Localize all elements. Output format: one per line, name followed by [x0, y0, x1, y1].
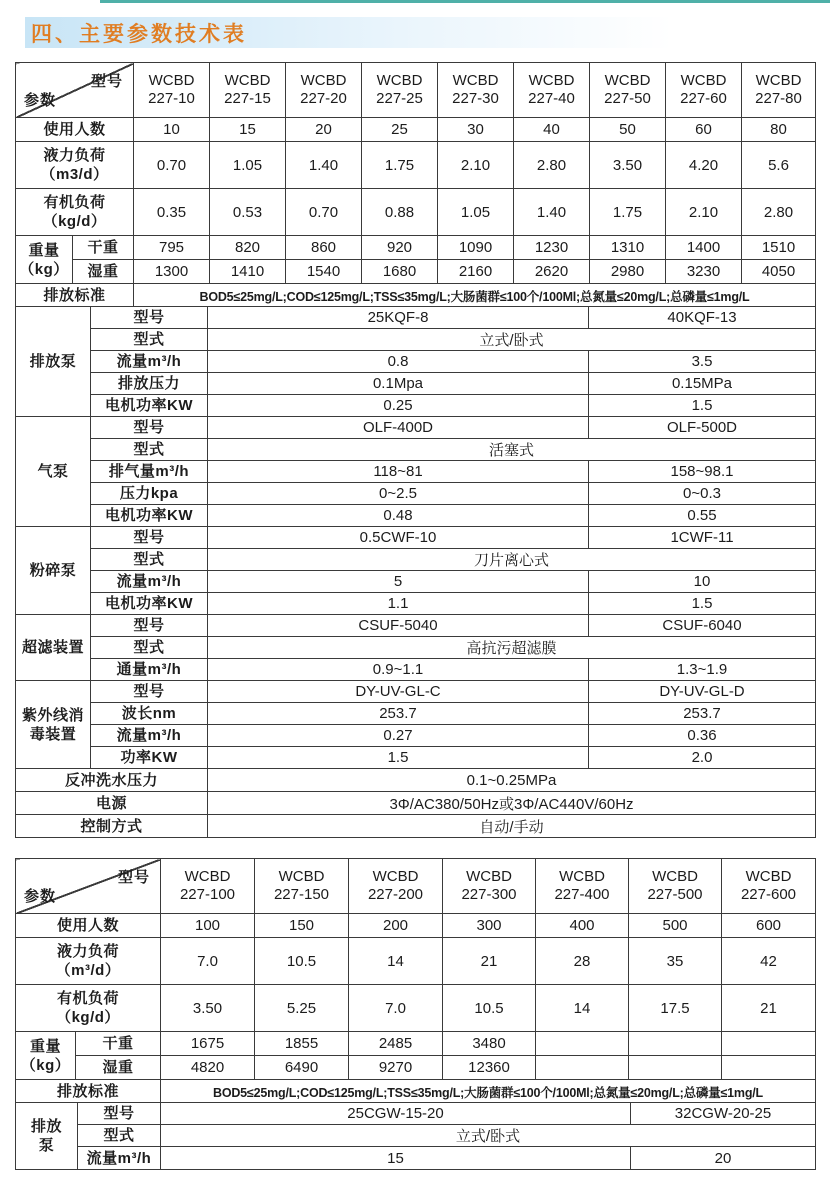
group-label-cell: 排放 泵: [16, 1103, 78, 1170]
row-label-cell: 流量m³/h: [91, 725, 208, 747]
group-label-cell: 气泵: [16, 417, 91, 527]
model-header-cell: WCBD 227-200: [349, 859, 443, 914]
value-cell: 0.1~0.25MPa: [208, 769, 816, 792]
value-cell: [629, 1056, 722, 1080]
row-label-cell: 流量m³/h: [91, 351, 208, 373]
value-cell: [536, 1032, 629, 1056]
value-cell: DY-UV-GL-C: [208, 681, 589, 703]
model-header-cell: WCBD 227-400: [536, 859, 629, 914]
model-header-cell: WCBD 227-40: [514, 63, 590, 118]
value-cell: 1400: [666, 236, 742, 260]
value-cell: OLF-500D: [589, 417, 816, 439]
corner-bottom-label: 参数: [24, 92, 57, 109]
row-label-cell: 波长nm: [91, 703, 208, 725]
value-cell: 1855: [255, 1032, 349, 1056]
value-cell: 1675: [161, 1032, 255, 1056]
row-label-cell: 有机负荷 （kg/d）: [16, 985, 161, 1032]
model-header-cell: WCBD 227-20: [286, 63, 362, 118]
row-label-cell: 压力kpa: [91, 483, 208, 505]
value-cell: 0.88: [362, 189, 438, 236]
row-label-cell: 重量 （kg）: [16, 236, 73, 284]
value-cell: 2980: [590, 260, 666, 284]
value-cell: 10: [589, 571, 816, 593]
value-cell: 2.0: [589, 747, 816, 769]
value-cell: 2485: [349, 1032, 443, 1056]
value-cell: 立式/卧式: [161, 1125, 816, 1147]
row-label-cell: 型号: [91, 681, 208, 703]
row-label-cell: 有机负荷 （kg/d）: [16, 189, 134, 236]
value-cell: 32CGW-20-25: [631, 1103, 816, 1125]
value-cell: 1.40: [514, 189, 590, 236]
row-label-cell: 使用人数: [16, 914, 161, 938]
row-label-cell: 干重: [76, 1032, 161, 1056]
model-header-cell: WCBD 227-60: [666, 63, 742, 118]
row-label-cell: 型号: [91, 527, 208, 549]
row-label-cell: 型式: [91, 549, 208, 571]
value-cell: 1.1: [208, 593, 589, 615]
value-cell: 17.5: [629, 985, 722, 1032]
value-cell: 25CGW-15-20: [161, 1103, 631, 1125]
value-cell: 14: [536, 985, 629, 1032]
value-cell: 25KQF-8: [208, 307, 589, 329]
value-cell: 20: [286, 118, 362, 142]
value-cell: 1410: [210, 260, 286, 284]
row-label-cell: 流量m³/h: [78, 1147, 161, 1170]
model-header-cell: WCBD 227-25: [362, 63, 438, 118]
row-label-cell: 型式: [91, 329, 208, 351]
spec-table-1-equipment: [15, 306, 816, 838]
value-cell: 300: [443, 914, 536, 938]
value-cell: CSUF-6040: [589, 615, 816, 637]
value-cell: 0~2.5: [208, 483, 589, 505]
value-cell: 158~98.1: [589, 461, 816, 483]
value-cell: 7.0: [161, 938, 255, 985]
row-label-cell: 型式: [91, 439, 208, 461]
model-header-cell: WCBD 227-500: [629, 859, 722, 914]
row-label-cell: 型式: [91, 637, 208, 659]
value-cell: 立式/卧式: [208, 329, 816, 351]
value-cell: 0.70: [286, 189, 362, 236]
model-header-cell: WCBD 227-50: [590, 63, 666, 118]
value-cell: 820: [210, 236, 286, 260]
group-label-cell: 紫外线消 毒装置: [16, 681, 91, 769]
value-cell: 253.7: [589, 703, 816, 725]
model-header-cell: WCBD 227-150: [255, 859, 349, 914]
section-title-bar: [25, 17, 707, 48]
row-label-cell: 反冲洗水压力: [16, 769, 208, 792]
group-label-cell: 排放泵: [16, 307, 91, 417]
value-cell: 21: [443, 938, 536, 985]
value-cell: [536, 1056, 629, 1080]
model-header-cell: WCBD 227-300: [443, 859, 536, 914]
model-header-cell: WCBD 227-30: [438, 63, 514, 118]
value-cell: 35: [629, 938, 722, 985]
value-cell: 12360: [443, 1056, 536, 1080]
value-cell: 1310: [590, 236, 666, 260]
value-cell: 40: [514, 118, 590, 142]
discharge-standard-text: BOD5≤25mg/L;COD≤125mg/L;TSS≤35mg/L;大肠菌群≤100个/100Ml;总氮量≤20mg/L;总磷量≤1mg/L: [161, 1080, 816, 1104]
row-label-cell: 型号: [91, 307, 208, 329]
value-cell: 1.5: [589, 593, 816, 615]
row-label-cell: 型式: [78, 1125, 161, 1147]
value-cell: 0.36: [589, 725, 816, 747]
value-cell: 42: [722, 938, 816, 985]
value-cell: 80: [742, 118, 816, 142]
value-cell: 2.80: [742, 189, 816, 236]
value-cell: 1.3~1.9: [589, 659, 816, 681]
row-label-cell: 排放标准: [16, 1080, 161, 1104]
value-cell: 3Φ/AC380/50Hz或3Φ/AC440V/60Hz: [208, 792, 816, 815]
top-accent-line: [100, 0, 830, 3]
value-cell: 3.50: [590, 142, 666, 189]
value-cell: 4.20: [666, 142, 742, 189]
value-cell: 0.53: [210, 189, 286, 236]
value-cell: 5: [208, 571, 589, 593]
value-cell: 1.75: [590, 189, 666, 236]
value-cell: 0.9~1.1: [208, 659, 589, 681]
model-header-cell: WCBD 227-100: [161, 859, 255, 914]
model-header-cell: WCBD 227-15: [210, 63, 286, 118]
value-cell: 1540: [286, 260, 362, 284]
value-cell: 14: [349, 938, 443, 985]
value-cell: 0.48: [208, 505, 589, 527]
value-cell: 118~81: [208, 461, 589, 483]
value-cell: 500: [629, 914, 722, 938]
corner-cell: [16, 859, 161, 914]
value-cell: 0~0.3: [589, 483, 816, 505]
row-label-cell: 液力负荷 （m3/d）: [16, 142, 134, 189]
value-cell: 10.5: [255, 938, 349, 985]
value-cell: 20: [631, 1147, 816, 1170]
value-cell: 21: [722, 985, 816, 1032]
corner-cell: [16, 63, 134, 118]
discharge-standard-text: BOD5≤25mg/L;COD≤125mg/L;TSS≤35mg/L;大肠菌群≤100个/100Ml;总氮量≤20mg/L;总磷量≤1mg/L: [134, 284, 816, 308]
row-label-cell: 功率KW: [91, 747, 208, 769]
value-cell: 28: [536, 938, 629, 985]
value-cell: 253.7: [208, 703, 589, 725]
row-label-cell: 电机功率KW: [91, 593, 208, 615]
value-cell: 9270: [349, 1056, 443, 1080]
value-cell: 2.10: [438, 142, 514, 189]
value-cell: 5.25: [255, 985, 349, 1032]
value-cell: 2.80: [514, 142, 590, 189]
corner-top-label: 型号: [90, 73, 123, 90]
row-label-cell: 排气量m³/h: [91, 461, 208, 483]
row-label-cell: 电机功率KW: [91, 395, 208, 417]
row-label-cell: 控制方式: [16, 815, 208, 838]
row-label-cell: 型号: [78, 1103, 161, 1125]
value-cell: 活塞式: [208, 439, 816, 461]
value-cell: 2.10: [666, 189, 742, 236]
value-cell: 50: [590, 118, 666, 142]
model-header-cell: WCBD 227-80: [742, 63, 816, 118]
value-cell: OLF-400D: [208, 417, 589, 439]
value-cell: 6490: [255, 1056, 349, 1080]
value-cell: 自动/手动: [208, 815, 816, 838]
value-cell: 0.35: [134, 189, 210, 236]
corner-bottom-label: 参数: [24, 888, 57, 905]
value-cell: 920: [362, 236, 438, 260]
row-label-cell: 流量m³/h: [91, 571, 208, 593]
spec-table-1-main: [15, 62, 816, 308]
row-label-cell: 湿重: [73, 260, 134, 284]
row-label-cell: 使用人数: [16, 118, 134, 142]
value-cell: 3.5: [589, 351, 816, 373]
value-cell: 1230: [514, 236, 590, 260]
value-cell: 2160: [438, 260, 514, 284]
row-label-cell: 型号: [91, 417, 208, 439]
value-cell: 0.55: [589, 505, 816, 527]
row-label-cell: 型号: [91, 615, 208, 637]
value-cell: 7.0: [349, 985, 443, 1032]
model-header-cell: WCBD 227-600: [722, 859, 816, 914]
row-label-cell: 通量m³/h: [91, 659, 208, 681]
value-cell: 1.5: [589, 395, 816, 417]
value-cell: 10: [134, 118, 210, 142]
value-cell: 4820: [161, 1056, 255, 1080]
value-cell: 0.15MPa: [589, 373, 816, 395]
value-cell: 30: [438, 118, 514, 142]
value-cell: 60: [666, 118, 742, 142]
row-label-cell: 电机功率KW: [91, 505, 208, 527]
value-cell: 1.75: [362, 142, 438, 189]
value-cell: 200: [349, 914, 443, 938]
value-cell: 3.50: [161, 985, 255, 1032]
value-cell: 795: [134, 236, 210, 260]
value-cell: 0.25: [208, 395, 589, 417]
value-cell: 400: [536, 914, 629, 938]
row-label-cell: 电源: [16, 792, 208, 815]
value-cell: [722, 1056, 816, 1080]
value-cell: 5.6: [742, 142, 816, 189]
row-label-cell: 重量 （kg）: [16, 1032, 76, 1080]
value-cell: 刀片离心式: [208, 549, 816, 571]
value-cell: 0.5CWF-10: [208, 527, 589, 549]
corner-top-label: 型号: [117, 869, 150, 886]
value-cell: 1.5: [208, 747, 589, 769]
page-title: 四、主要参数技术表: [31, 22, 247, 46]
value-cell: 1.40: [286, 142, 362, 189]
value-cell: 600: [722, 914, 816, 938]
value-cell: 1300: [134, 260, 210, 284]
value-cell: 1510: [742, 236, 816, 260]
value-cell: 860: [286, 236, 362, 260]
value-cell: CSUF-5040: [208, 615, 589, 637]
value-cell: 4050: [742, 260, 816, 284]
row-label-cell: 液力负荷 （m³/d）: [16, 938, 161, 985]
value-cell: DY-UV-GL-D: [589, 681, 816, 703]
value-cell: 150: [255, 914, 349, 938]
value-cell: 3230: [666, 260, 742, 284]
row-label-cell: 湿重: [76, 1056, 161, 1080]
value-cell: 15: [210, 118, 286, 142]
value-cell: 40KQF-13: [589, 307, 816, 329]
value-cell: 0.8: [208, 351, 589, 373]
model-header-cell: WCBD 227-10: [134, 63, 210, 118]
row-label-cell: 排放压力: [91, 373, 208, 395]
value-cell: 15: [161, 1147, 631, 1170]
value-cell: 1090: [438, 236, 514, 260]
group-label-cell: 粉碎泵: [16, 527, 91, 615]
value-cell: 0.27: [208, 725, 589, 747]
value-cell: 100: [161, 914, 255, 938]
value-cell: 10.5: [443, 985, 536, 1032]
value-cell: 0.1Mpa: [208, 373, 589, 395]
row-label-cell: 干重: [73, 236, 134, 260]
spec-table-2-pump: [15, 1102, 816, 1170]
row-label-cell: 排放标准: [16, 284, 134, 308]
value-cell: 1.05: [438, 189, 514, 236]
spec-table-2-main: [15, 858, 816, 1104]
value-cell: 0.70: [134, 142, 210, 189]
value-cell: 1CWF-11: [589, 527, 816, 549]
value-cell: 2620: [514, 260, 590, 284]
value-cell: [629, 1032, 722, 1056]
value-cell: 3480: [443, 1032, 536, 1056]
value-cell: [722, 1032, 816, 1056]
value-cell: 1.05: [210, 142, 286, 189]
group-label-cell: 超滤装置: [16, 615, 91, 681]
value-cell: 25: [362, 118, 438, 142]
value-cell: 1680: [362, 260, 438, 284]
value-cell: 高抗污超滤膜: [208, 637, 816, 659]
